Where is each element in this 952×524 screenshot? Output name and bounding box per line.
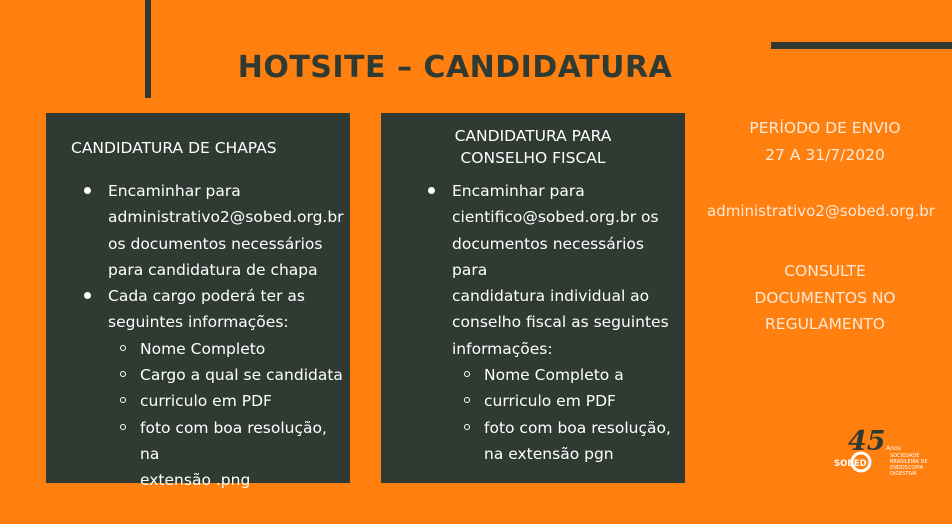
decorative-horizontal-bar xyxy=(771,42,952,49)
bullet-text-line: Encaminhar para xyxy=(108,182,241,200)
logo-number: 45 xyxy=(848,426,886,457)
bullet-text-line: para candidatura de chapa xyxy=(108,260,318,279)
bullet-text-line: conselho fiscal as seguintes xyxy=(452,313,669,332)
card-candidatura-chapas xyxy=(46,113,350,490)
sub-item xyxy=(108,362,346,388)
bullet-item xyxy=(76,283,346,493)
consult-line: CONSULTE xyxy=(784,262,866,280)
bullet-text-line: informações: xyxy=(452,339,553,358)
card-conselho-fiscal xyxy=(381,113,685,483)
card-title-line: CANDIDATURA PARA xyxy=(454,127,612,145)
sub-item xyxy=(452,362,680,388)
bullet-text-line: Encaminhar para xyxy=(452,182,585,200)
sub-item-text-line: foto com boa resolução, xyxy=(484,418,671,437)
logo-caption: DIGESTIVA xyxy=(890,471,917,477)
submission-period xyxy=(698,115,952,168)
bullet-item xyxy=(76,178,346,283)
sobed-45-anos-logo xyxy=(834,424,934,484)
logo-brand: SOBED xyxy=(834,459,867,469)
contact-email: administrativo2@sobed.org.br xyxy=(707,202,935,220)
bullet-list xyxy=(420,178,680,467)
logo-caption: BRASILEIRA DE xyxy=(890,459,928,465)
bullet-text-line: os documentos necessários xyxy=(108,234,323,253)
logo-caption: SOCIEDADE xyxy=(890,453,920,459)
sub-item-text-line: curriculo em PDF xyxy=(484,392,616,411)
sub-list xyxy=(452,362,680,467)
sub-item xyxy=(452,415,680,468)
bullet-text-line: candidatura individual ao xyxy=(452,287,650,306)
card-title xyxy=(71,137,277,159)
page-title: HOTSITE – CANDIDATURA xyxy=(237,50,673,85)
sub-item-text-line: na extensão pgn xyxy=(484,444,614,463)
logo-graphic xyxy=(834,424,934,484)
sub-item-text-line: Nome Completo xyxy=(140,339,266,358)
bullet-item xyxy=(420,178,680,467)
bullet-text-line: cientifico@sobed.org.br os xyxy=(452,208,659,227)
card-title-line: CONSELHO FISCAL xyxy=(460,149,606,167)
logo-word: Anos xyxy=(886,445,901,452)
sub-item xyxy=(108,415,346,494)
card-title xyxy=(381,125,685,169)
sub-item-text-line: curriculo em PDF xyxy=(140,392,272,411)
bullet-text-line: Cada cargo poderá ter as xyxy=(108,287,305,306)
bullet-list xyxy=(76,178,346,494)
card-title-line: CANDIDATURA DE CHAPAS xyxy=(71,139,277,157)
sub-item-text-line: Cargo a qual se candidata xyxy=(140,366,343,385)
period-label: PERÍODO DE ENVIO xyxy=(749,119,901,137)
sub-item-text-line: extensão .png xyxy=(140,471,251,490)
bullet-text-line: seguintes informações: xyxy=(108,313,289,332)
sub-item xyxy=(108,388,346,414)
consult-line: REGULAMENTO xyxy=(765,315,885,333)
consult-note xyxy=(698,258,952,338)
sub-list xyxy=(108,336,346,494)
period-dates: 27 A 31/7/2020 xyxy=(765,145,885,164)
consult-line: DOCUMENTOS NO xyxy=(754,288,896,307)
sub-item-text-line: Nome Completo a xyxy=(484,366,624,385)
logo-caption: ENDOSCOPIA xyxy=(890,465,924,471)
sub-item-text-line: foto com boa resolução, na xyxy=(140,418,327,463)
sub-item xyxy=(108,336,346,362)
sub-item xyxy=(452,388,680,414)
bullet-text-line: administrativo2@sobed.org.br xyxy=(108,208,344,227)
bullet-text-line: documentos necessários para xyxy=(452,234,644,279)
